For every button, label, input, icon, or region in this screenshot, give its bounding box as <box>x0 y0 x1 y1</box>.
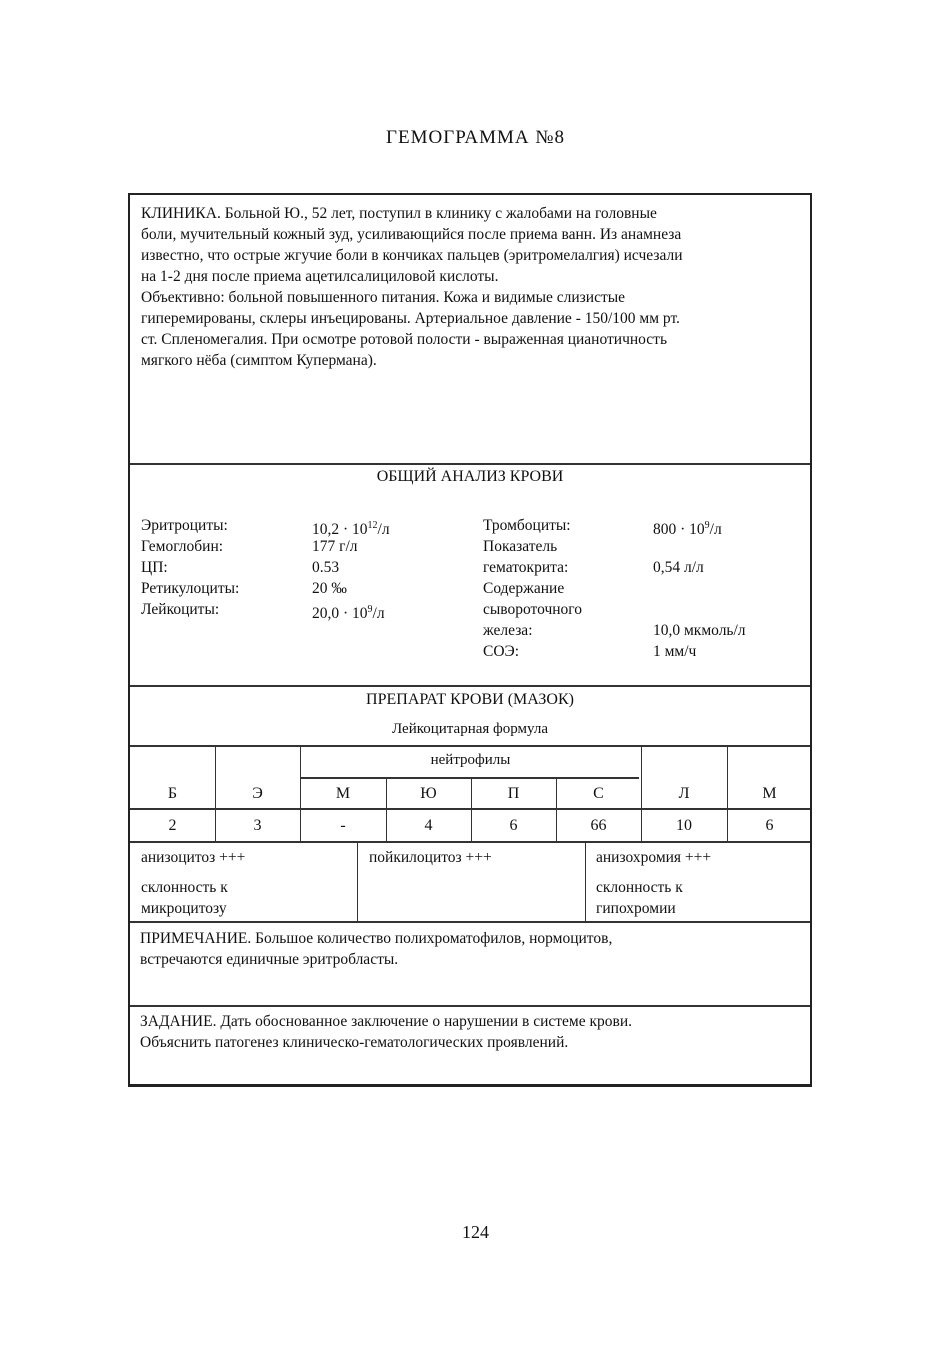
col-eosinophils: Э <box>252 785 263 802</box>
value-esr: 1 мм/ч <box>653 643 697 660</box>
value-myelocytes: - <box>340 817 346 834</box>
divider <box>130 841 810 843</box>
value-segmented: 66 <box>590 817 607 834</box>
anisocytosis-note: склонность к микроцитозу <box>141 879 228 917</box>
smear-subheading: Лейкоцитарная формула <box>391 721 549 737</box>
col-myelocytes: М <box>335 785 351 802</box>
smear-heading: ПРЕПАРАТ КРОВИ (МАЗОК) <box>366 691 574 708</box>
divider <box>130 921 810 923</box>
value-basophils: 2 <box>168 817 177 834</box>
divider <box>130 463 810 465</box>
value-lymphocytes: 10 <box>676 817 692 834</box>
value-eosinophils: 3 <box>253 817 262 834</box>
value-hemoglobin: 177 г/л <box>312 538 358 555</box>
clinic-text: КЛИНИКА. Больной Ю., 52 лет, поступил в клинику с жалобами на головные боли, мучительный кожный зуд, усиливающийся после приема ванн. Из анамнеза известно, что острые жгучие боли в кончиках пальцев (эритромелалгия) исчезали на 1-2 дня после приема ацетилсалициловой кислоты. Объективно: больной повышенного питания. Кожа и видимые слизистые гиперемированы, склеры инъецированы. Артериальное давление - 150/100 мм рт. ст. Спленомегалия. При осмотре ротовой полости - выраженная цианотичность мягкого нёба (симптом Купермана). <box>141 205 683 369</box>
value-cp: 0.53 <box>312 559 340 576</box>
grid-line <box>357 841 358 921</box>
value-reticulocytes: 20 ‰ <box>312 580 347 597</box>
value-leukocytes: $20,0 \cdot 10^9/л$ <box>312 604 385 623</box>
blood-left-labels: Эритроциты: Гемоглобин: ЦП: Ретикулоциты: Лейкоциты: <box>141 517 240 618</box>
col-segmented: С <box>593 785 604 802</box>
col-lymphocytes: Л <box>678 785 690 802</box>
value-iron: 10,0 мкмоль/л <box>653 622 746 639</box>
divider <box>130 685 810 687</box>
value-monocytes: 6 <box>765 817 774 834</box>
value-erythrocytes: $10,2 \cdot 10^{12}/л$ <box>312 520 390 539</box>
divider <box>130 745 810 747</box>
value-band: 6 <box>509 817 518 834</box>
value-platelets: $800 \cdot 10^9/л$ <box>653 520 722 539</box>
poikilocytosis: пойкилоцитоз +++ <box>369 849 492 866</box>
col-monocytes: М <box>762 785 777 802</box>
divider <box>300 777 639 779</box>
page-title: ГЕМОГРАММА №8 <box>386 127 565 148</box>
blood-right-labels: Тромбоциты: Показатель гематокрита: Содержание сывороточного железа: СОЭ: <box>483 517 583 660</box>
hemogram-card <box>128 193 812 1087</box>
neutrophils-group: нейтрофилы <box>430 752 511 768</box>
divider <box>130 808 810 810</box>
anisochromia: анизохромия +++ <box>596 849 712 866</box>
anisocytosis: анизоцитоз +++ <box>141 849 246 866</box>
divider <box>130 1005 810 1007</box>
grid-line <box>585 841 586 921</box>
value-hematocrit: 0,54 л/л <box>653 559 704 576</box>
anisochromia-note: склонность к гипохромии <box>596 879 683 917</box>
value-juvenile: 4 <box>424 817 433 834</box>
col-juvenile: Ю <box>420 785 437 802</box>
col-band: П <box>507 785 520 802</box>
col-basophils: Б <box>167 785 178 802</box>
blood-heading: ОБЩИЙ АНАЛИЗ КРОВИ <box>376 468 564 485</box>
note-text: ПРИМЕЧАНИЕ. Большое количество полихроматофилов, нормоцитов, встречаются единичные эритробласты. <box>140 930 613 968</box>
page-number: 124 <box>462 1222 489 1242</box>
task-text: ЗАДАНИЕ. Дать обоснованное заключение о нарушении в системе крови. Объяснить патогенез клиническо-гематологических проявлений. <box>140 1013 633 1051</box>
